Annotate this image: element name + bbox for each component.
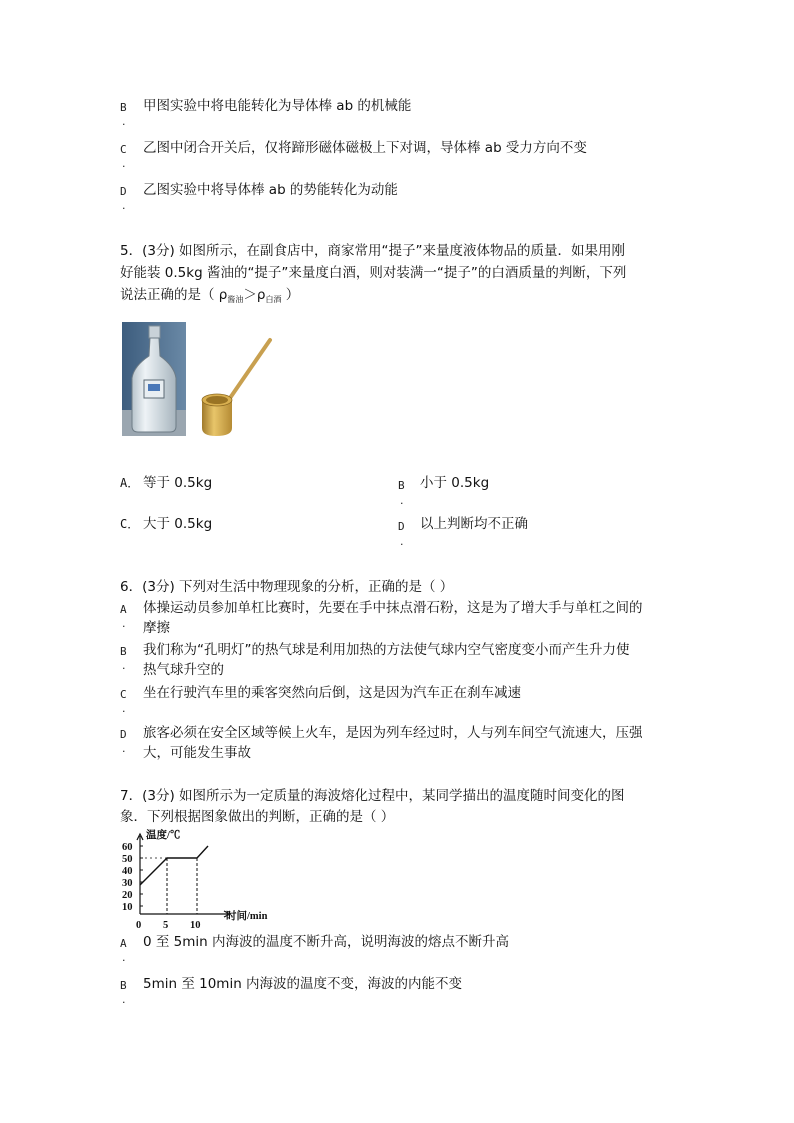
option-letter: C: [120, 688, 127, 701]
density-subscript-soy: 酱油: [227, 295, 244, 304]
option-letter: C．: [120, 517, 140, 531]
graph-ylabel: 温度/℃: [146, 830, 181, 841]
option-text: 乙图中闭合开关后，仅将蹄形磁体磁极上下对调，导体棒 ab 受力方向不变: [143, 140, 587, 156]
option-text: 等于 0.5kg: [143, 475, 213, 491]
option-letter: B: [120, 645, 127, 658]
option-dot: ·: [122, 662, 126, 675]
option-text: 以上判断均不正确: [420, 516, 528, 532]
option-dot: ·: [122, 202, 126, 215]
x-tick-5: 5: [163, 920, 169, 930]
option-letter: A: [120, 937, 127, 950]
option-letter: B: [398, 479, 405, 492]
option-dot: ·: [122, 160, 126, 173]
q5-stem-line2: 好能装 0.5kg 酱油的“提子”来量度白酒，则对装满一“提子”的白酒质量的判断，下列: [120, 265, 627, 281]
option-text: 5min 至 10min 内海波的温度不变，海波的内能不变: [143, 976, 463, 992]
q7-stem-line2: 象．下列根据图象做出的判断，正确的是（ ）: [120, 809, 395, 825]
y-tick-30: 30: [122, 878, 133, 889]
y-tick-60: 60: [122, 842, 133, 853]
q5-stem-line3: [120, 284, 299, 311]
density-subscript-liquor: 白酒: [265, 295, 282, 304]
option-text-line1: 旅客必须在安全区域等候上火车，是因为列车经过时，人与列车间空气流速大，压强: [143, 725, 643, 741]
temperature-curve: [140, 846, 208, 885]
option-letter: C: [120, 143, 127, 156]
option-text-line2: 大，可能发生事故: [143, 745, 251, 761]
liquor-bottle-photo: [122, 322, 186, 436]
option-letter: B: [120, 101, 127, 114]
y-tick-20: 20: [122, 890, 133, 901]
q5-stem-line1: 5．(3分) 如图所示，在副食店中，商家常用“提子”来量度液体物品的质量．如果用刚: [120, 243, 625, 259]
option-letter: D: [120, 728, 127, 741]
option-dot: ·: [122, 996, 126, 1009]
q5-stem-text: 说法正确的是（ ρ: [120, 287, 228, 303]
q5-compare: ＞ρ: [243, 287, 266, 303]
option-text-line1: 我们称为“孔明灯”的热气球是利用加热的方法使气球内空气密度变小而产生升力使: [143, 642, 630, 658]
ladle-photo: [190, 336, 280, 440]
option-text: 大于 0.5kg: [143, 516, 213, 532]
x-tick-0: 0: [136, 920, 142, 930]
option-letter: D: [398, 520, 405, 533]
option-letter: B: [120, 979, 127, 992]
option-dot: ·: [122, 954, 126, 967]
graph-xlabel: 时间/min: [226, 911, 268, 922]
option-letter: D: [120, 185, 127, 198]
option-dot: ·: [122, 705, 126, 718]
y-tick-50: 50: [122, 854, 133, 865]
option-letter: A．: [120, 476, 140, 490]
option-dot: ·: [122, 118, 126, 131]
q7-stem-line1: 7．(3分) 如图所示为一定质量的海波熔化过程中，某同学描出的温度随时间变化的图: [120, 788, 625, 804]
temperature-time-graph: [116, 826, 286, 930]
option-dot: ·: [122, 620, 126, 633]
option-text-line1: 坐在行驶汽车里的乘客突然向后倒，这是因为汽车正在刹车减速: [143, 685, 521, 701]
option-text-line2: 热气球升空的: [143, 662, 224, 678]
option-dot: ·: [400, 538, 404, 551]
y-tick-10: 10: [122, 902, 133, 913]
option-dot: ·: [400, 497, 404, 510]
x-tick-10: 10: [190, 920, 201, 930]
option-text-line2: 摩擦: [143, 620, 170, 636]
option-text-line1: 体操运动员参加单杠比赛时，先要在手中抹点滑石粉，这是为了增大手与单杠之间的: [143, 600, 643, 616]
q6-stem: 6．(3分) 下列对生活中物理现象的分析，正确的是（ ）: [120, 579, 454, 595]
option-letter: A: [120, 603, 127, 616]
option-text: 0 至 5min 内海波的温度不断升高，说明海波的熔点不断升高: [143, 934, 510, 950]
option-text: 小于 0.5kg: [420, 475, 490, 491]
option-text: 甲图实验中将电能转化为导体棒 ab 的机械能: [143, 98, 412, 114]
y-tick-40: 40: [122, 866, 133, 877]
option-text: 乙图实验中将导体棒 ab 的势能转化为动能: [143, 182, 398, 198]
q5-bracket: ）: [281, 287, 300, 303]
option-dot: ·: [122, 745, 126, 758]
